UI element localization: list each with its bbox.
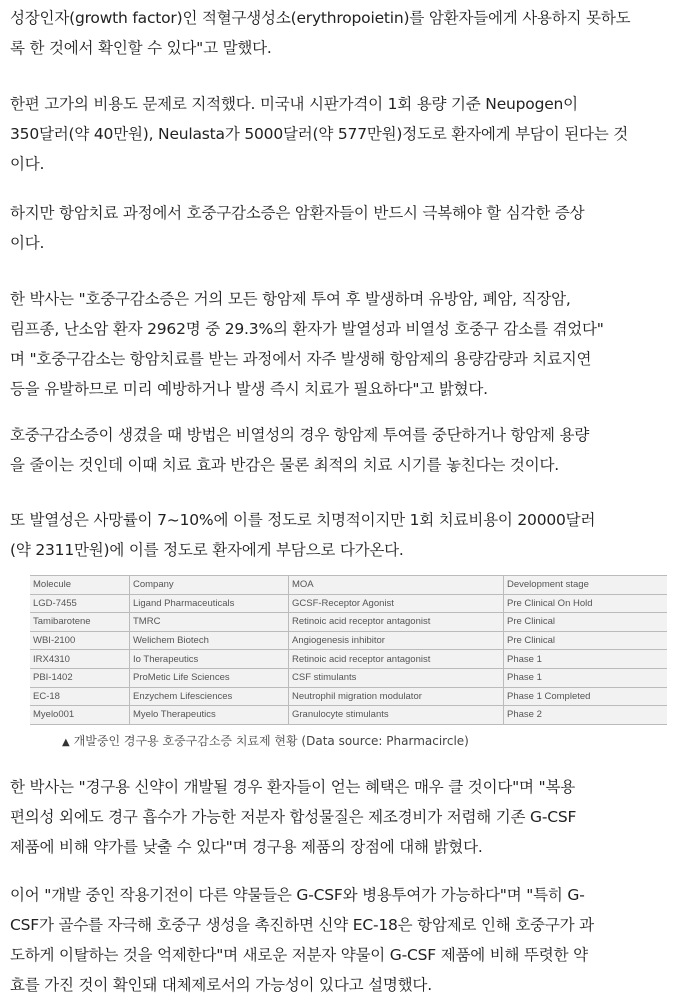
table-row xyxy=(30,631,667,650)
cell-stage: Pre Clinical xyxy=(504,631,668,650)
text-line: 또 발열성은 사망률이 7~10%에 이를 정도로 치명적이지만 1회 치료비용이 20000달러 xyxy=(10,511,596,529)
cell-company: Myelo Therapeutics xyxy=(130,706,289,725)
text-line: 록 한 것에서 확인할 수 있다"고 말했다. xyxy=(10,39,272,57)
cell-moa: Granulocyte stimulants xyxy=(289,706,504,725)
cell-company: Io Therapeutics xyxy=(130,650,289,669)
triangle-up-icon: ▲ xyxy=(62,737,70,748)
cell-stage: Pre Clinical xyxy=(504,613,668,632)
text-line: 도하게 이탈하는 것을 억제한다"며 새로운 저분자 약물이 G-CSF 제품에 비해 뚜렷한 약 xyxy=(10,946,588,964)
text-line: 350달러(약 40만원), Neulasta가 5000달러(약 577만원)정도로 환자에게 부담이 된다는 것 xyxy=(10,125,629,143)
cell-moa: CSF stimulants xyxy=(289,668,504,687)
cell-company: Enzychem Lifesciences xyxy=(130,687,289,706)
cell-moa: Retinoic acid receptor antagonist xyxy=(289,650,504,669)
paragraph-2 xyxy=(10,89,668,179)
paragraph-4 xyxy=(10,284,668,404)
cell-stage: Phase 1 xyxy=(504,668,668,687)
text-line: 며 "호중구감소는 항암치료를 받는 과정에서 자주 발생해 항암제의 용량감량과 치료지연 xyxy=(10,350,592,368)
cell-company: Ligand Pharmaceuticals xyxy=(130,594,289,613)
text-line: 호중구감소증이 생겼을 때 방법은 비열성의 경우 항암제 투여를 중단하거나 항암제 용량 xyxy=(10,426,590,444)
development-table-image xyxy=(30,575,667,725)
text-line: 등을 유발하므로 미리 예방하거나 발생 즉시 치료가 필요하다"고 밝혔다. xyxy=(10,380,488,398)
table-header-row xyxy=(30,576,667,595)
cell-molecule: Myelo001 xyxy=(30,706,130,725)
text-line: 이다. xyxy=(10,155,45,173)
paragraph-7 xyxy=(10,772,668,862)
cell-molecule: PBI-1402 xyxy=(30,668,130,687)
text-line: 한 박사는 "경구용 신약이 개발될 경우 환자들이 얻는 혜택은 매우 클 것이다"며 "복용 xyxy=(10,778,576,796)
text-line: 성장인자(growth factor)인 적혈구생성소(erythropoietin)를 암환자들에게 사용하지 못하도 xyxy=(10,9,631,27)
table-row xyxy=(30,650,667,669)
text-line: (약 2311만원)에 이를 정도로 환자에게 부담으로 다가온다. xyxy=(10,541,404,559)
cell-company: TMRC xyxy=(130,613,289,632)
cell-molecule: WBI-2100 xyxy=(30,631,130,650)
table-row xyxy=(30,668,667,687)
cell-stage: Phase 2 xyxy=(504,706,668,725)
table-row xyxy=(30,687,667,706)
development-table xyxy=(30,575,667,725)
cell-stage: Pre Clinical On Hold xyxy=(504,594,668,613)
table-row xyxy=(30,613,667,632)
cell-moa: Retinoic acid receptor antagonist xyxy=(289,613,504,632)
cell-moa: GCSF-Receptor Agonist xyxy=(289,594,504,613)
table-row xyxy=(30,706,667,725)
text-line: 을 줄이는 것인데 이때 치료 효과 반감은 물론 최적의 치료 시기를 놓친다는 것이다. xyxy=(10,456,559,474)
cell-moa: Angiogenesis inhibitor xyxy=(289,631,504,650)
text-line: 한 박사는 "호중구감소증은 거의 모든 항암제 투여 후 발생하며 유방암, 폐암, 직장암, xyxy=(10,290,571,308)
cell-molecule: LGD-7455 xyxy=(30,594,130,613)
header-company: Company xyxy=(130,576,289,595)
table-row xyxy=(30,594,667,613)
caption-text: 개발중인 경구용 호중구감소증 치료제 현황 (Data source: Pharmacircle) xyxy=(73,734,469,748)
cell-company: ProMetic Life Sciences xyxy=(130,668,289,687)
cell-molecule: EC-18 xyxy=(30,687,130,706)
text-line: 하지만 항암치료 과정에서 호중구감소증은 암환자들이 반드시 극복해야 할 심각한 증상 xyxy=(10,204,585,222)
text-line: 림프종, 난소암 환자 2962명 중 29.3%의 환자가 발열성과 비열성 호중구 감소를 겪었다" xyxy=(10,320,604,338)
cell-stage: Phase 1 xyxy=(504,650,668,669)
paragraph-6 xyxy=(10,505,668,565)
header-moa: MOA xyxy=(289,576,504,595)
table-caption xyxy=(62,732,469,749)
cell-molecule: IRX4310 xyxy=(30,650,130,669)
cell-moa: Neutrophil migration modulator xyxy=(289,687,504,706)
header-molecule: Molecule xyxy=(30,576,130,595)
text-line: 한편 고가의 비용도 문제로 지적했다. 미국내 시판가격이 1회 용량 기준 Neupogen이 xyxy=(10,95,578,113)
paragraph-1 xyxy=(10,3,668,63)
paragraph-5 xyxy=(10,420,668,480)
text-line: CSF가 골수를 자극해 호중구 생성을 촉진하면 신약 EC-18은 항암제로 인해 호중구가 과 xyxy=(10,916,594,934)
text-line: 편의성 외에도 경구 흡수가 가능한 저분자 합성물질은 제조경비가 저렴해 기존 G-CSF xyxy=(10,808,577,826)
cell-company: Welichem Biotech xyxy=(130,631,289,650)
text-line: 효를 가진 것이 확인돼 대체제로서의 가능성이 있다고 설명했다. xyxy=(10,976,432,994)
cell-molecule: Tamibarotene xyxy=(30,613,130,632)
text-line: 이어 "개발 중인 작용기전이 다른 약물들은 G-CSF와 병용투여가 가능하다"며 "특히 G- xyxy=(10,886,585,904)
cell-stage: Phase 1 Completed xyxy=(504,687,668,706)
text-line: 이다. xyxy=(10,234,45,252)
paragraph-3 xyxy=(10,198,668,258)
header-stage: Development stage xyxy=(504,576,668,595)
text-line: 제품에 비해 약가를 낮출 수 있다"며 경구용 제품의 장점에 대해 밝혔다. xyxy=(10,838,483,856)
paragraph-8 xyxy=(10,880,668,1000)
